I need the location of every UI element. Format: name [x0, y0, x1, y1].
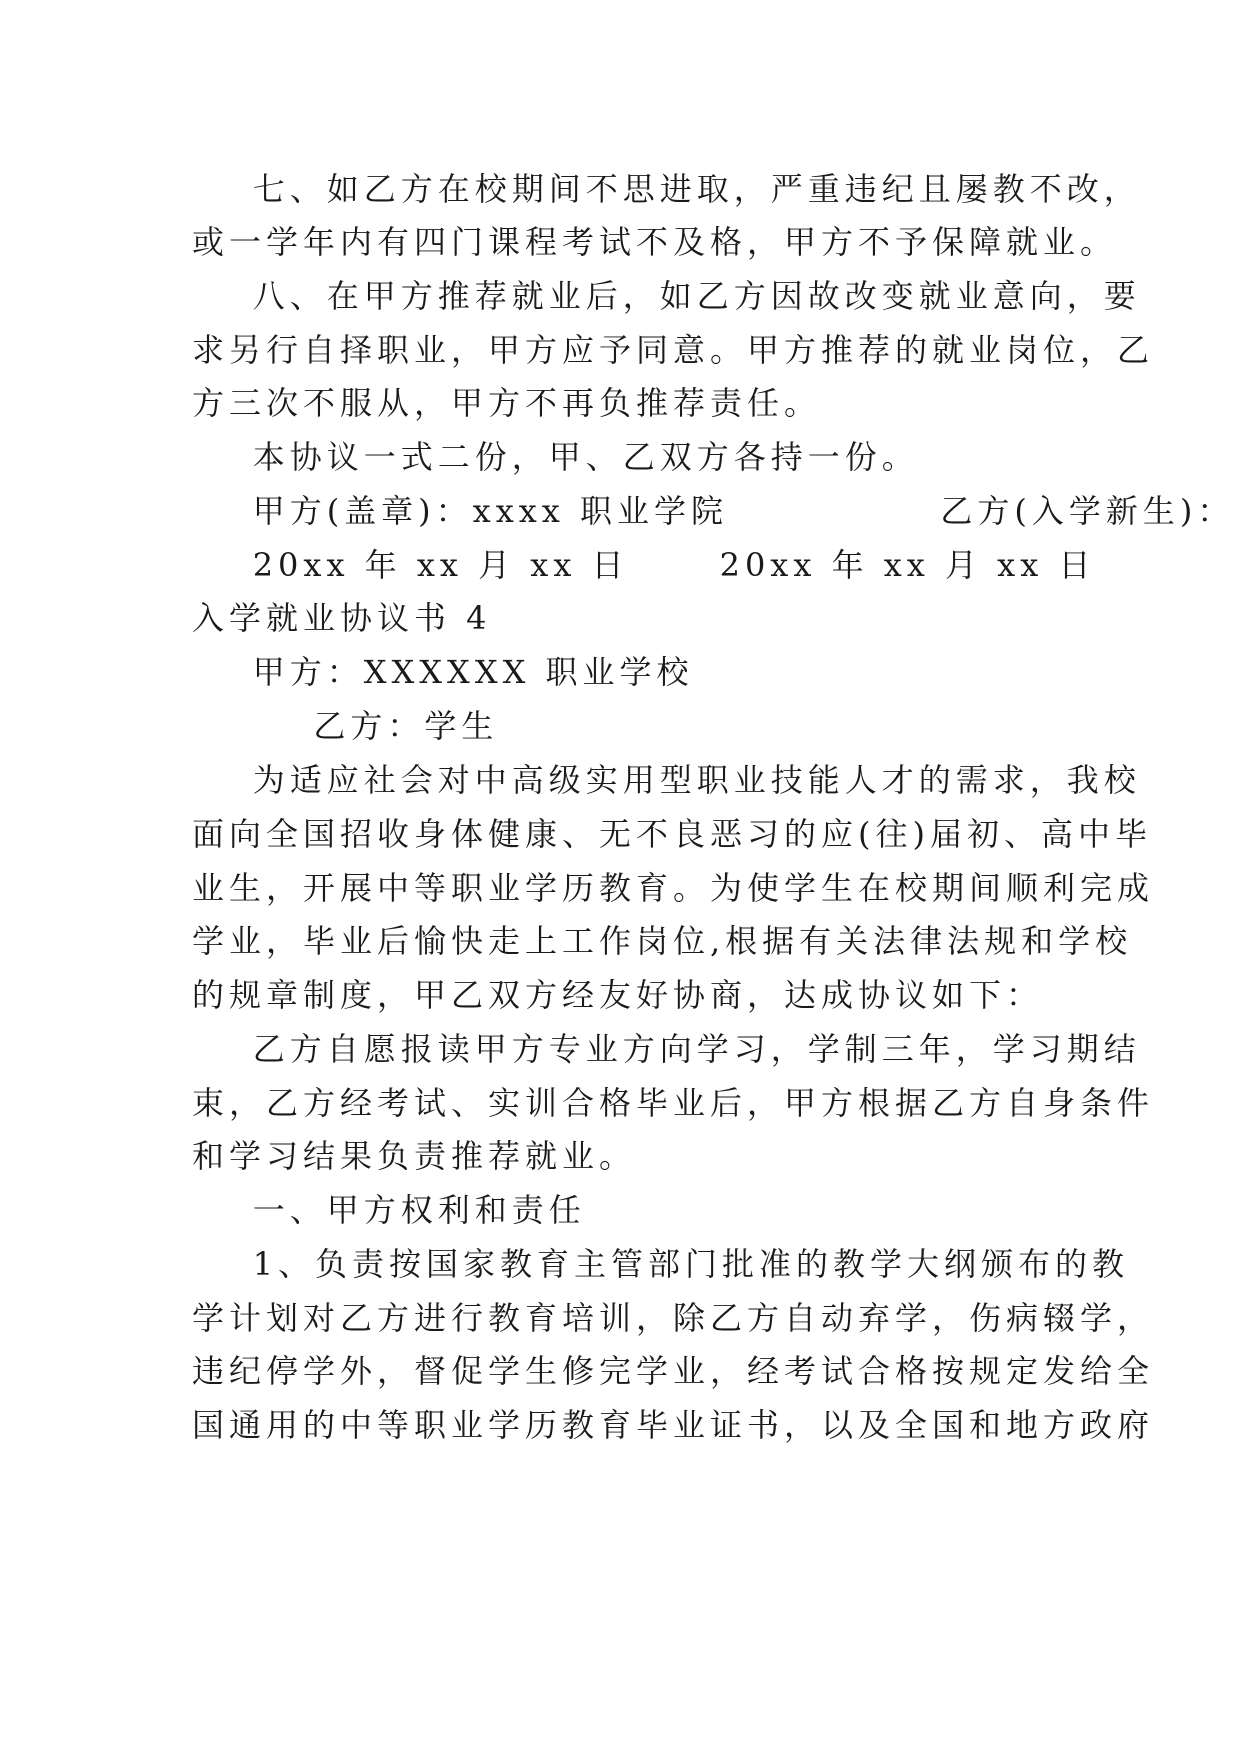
section-title: 入学就业协议书 4 [192, 599, 492, 637]
text-line: 国通用的中等职业学历教育毕业证书，以及全国和地方政府 [192, 1406, 1155, 1444]
text-line: 违纪停学外，督促学生修完学业，经考试合格按规定发给全 [192, 1352, 1155, 1390]
text-line: 乙方自愿报读甲方专业方向学习，学制三年，学习期结 [192, 1030, 1141, 1068]
party-b-line: 乙方：学生 [192, 707, 499, 745]
text-line: 求另行自择职业，甲方应予同意。甲方推荐的就业岗位，乙 [192, 331, 1155, 369]
text-line: 八、在甲方推荐就业后，如乙方因故改变就业意向，要 [192, 277, 1141, 315]
signature-line: 甲方(盖章)：xxxx 职业学院 乙方(入学新生)： [192, 492, 1235, 530]
text-line: 学业，毕业后愉快走上工作岗位,根据有关法律法规和学校 [192, 922, 1133, 960]
text-line: 方三次不服从，甲方不再负推荐责任。 [192, 384, 822, 422]
text-line: 七、如乙方在校期间不思进取，严重违纪且屡教不改， [192, 170, 1141, 208]
section-heading: 一、甲方权利和责任 [192, 1191, 586, 1229]
text-line: 业生，开展中等职业学历教育。为使学生在校期间顺利完成 [192, 869, 1155, 907]
text-line: 面向全国招收身体健康、无不良恶习的应(往)届初、高中毕 [192, 815, 1152, 853]
text-line: 学计划对乙方进行教育培训，除乙方自动弃学，伤病辍学， [192, 1299, 1155, 1337]
text-line: 或一学年内有四门课程考试不及格，甲方不予保障就业。 [192, 223, 1118, 261]
text-line: 束，乙方经考试、实训合格毕业后，甲方根据乙方自身条件 [192, 1084, 1155, 1122]
text-line: 本协议一式二份，甲、乙双方各持一份。 [192, 438, 919, 476]
text-line: 和学习结果负责推荐就业。 [192, 1137, 637, 1175]
text-line: 的规章制度，甲乙双方经友好协商，达成协议如下： [192, 976, 1044, 1014]
text-line: 为适应社会对中高级实用型职业技能人才的需求，我校 [192, 761, 1141, 799]
text-line: 1、负责按国家教育主管部门批准的教学大纲颁布的教 [192, 1245, 1130, 1283]
party-a-line: 甲方：XXXXXX 职业学校 [192, 653, 694, 691]
date-line: 20xx 年 xx 月 xx 日 20xx 年 xx 月 xx 日 [192, 546, 1096, 584]
